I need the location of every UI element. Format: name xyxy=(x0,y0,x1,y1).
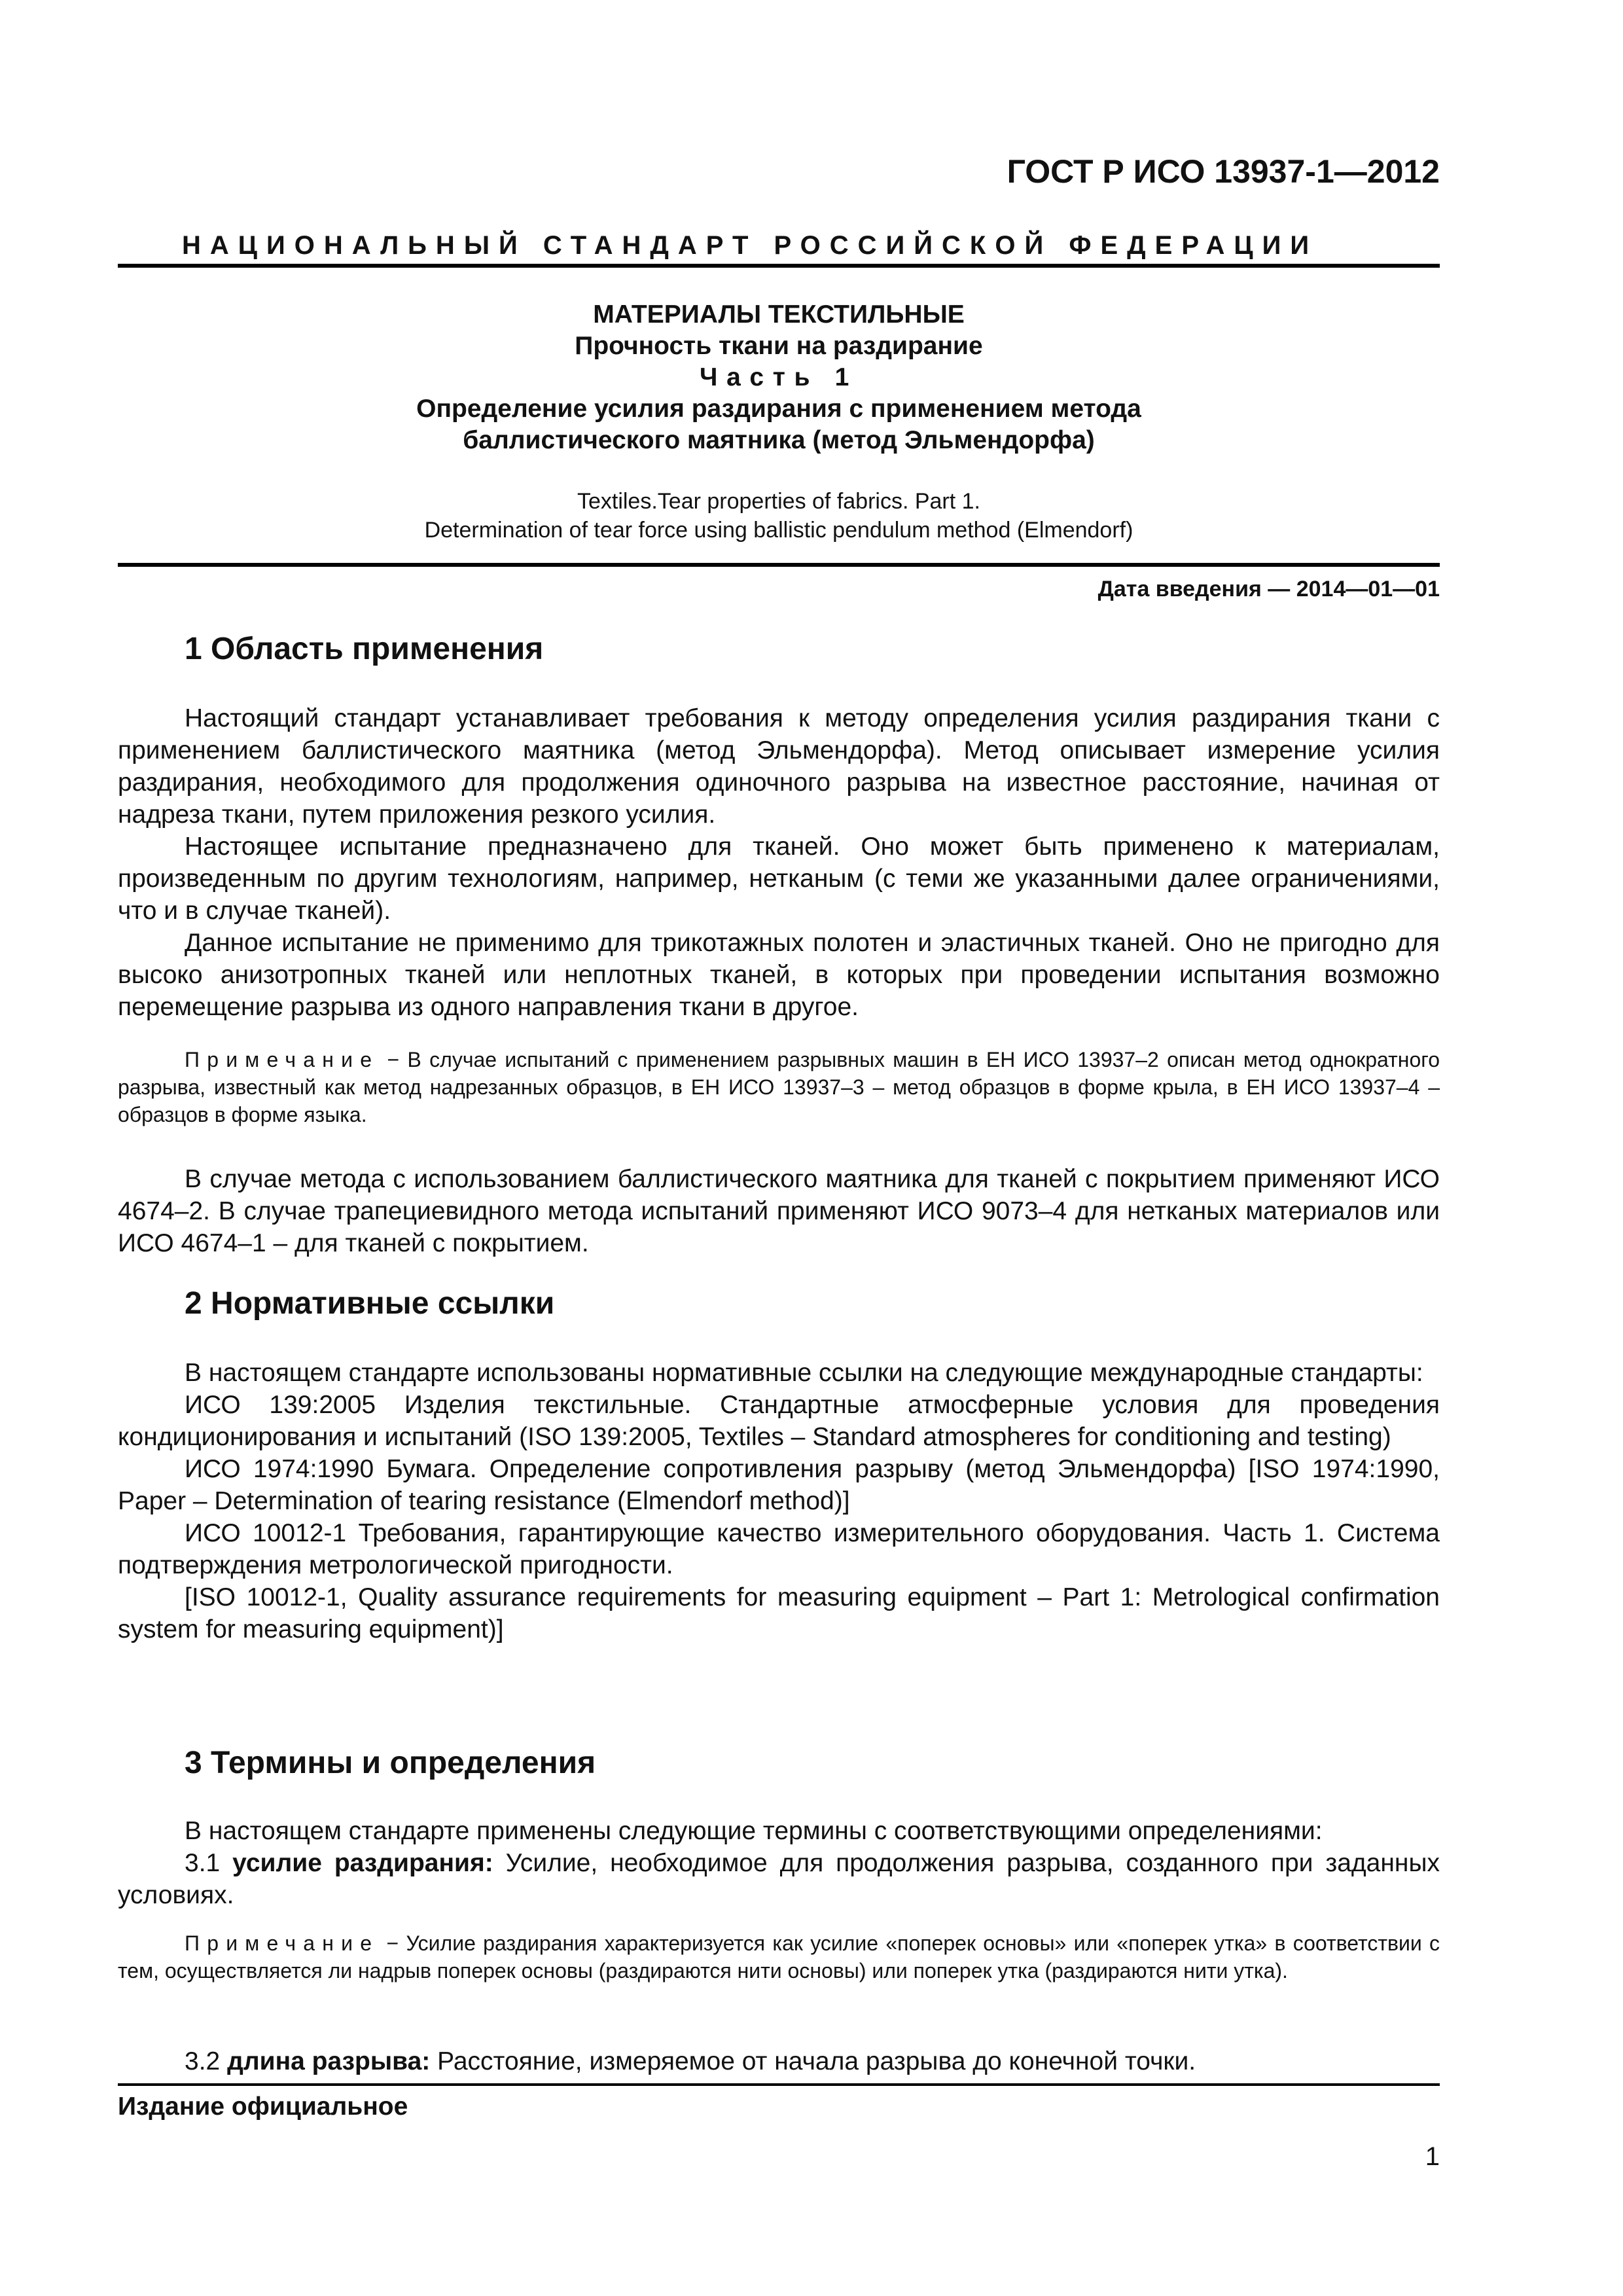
note-label: Примечание xyxy=(185,1931,380,1955)
title-block xyxy=(118,299,1440,456)
section-2-intro: В настоящем стандарте использованы нормативные ссылки на следующие международные стандарты: xyxy=(185,1359,1423,1387)
footer-rule xyxy=(118,2083,1440,2086)
note-text: − В случае испытаний с применением разрывных машин в ЕН ИСО 13937–2 описан метод однократного разрыва, известный как метод надрезанных образцов, в ЕН ИСО 13937–3 – метод образцов в форме крыла, в ЕН ИСО 13937–4 – образцов в форме языка. xyxy=(118,1048,1440,1126)
document-id: ГОСТ Р ИСО 13937-1—2012 xyxy=(1007,153,1440,190)
section-3-note xyxy=(118,1929,1440,1984)
note-label: Примечание xyxy=(185,1048,380,1071)
introduction-date: Дата введения — 2014—01—01 xyxy=(1097,577,1440,601)
title-line-5: баллистического маятника (метод Эльмендорфа) xyxy=(463,426,1095,454)
note-text: − Усилие раздирания характеризуется как усилие «поперек основы» или «поперек утка» в соответствии с тем, осуществляется ли надрыв поперек основы (раздираются нити основы) или поперек утка (раздираются нити утка). xyxy=(118,1931,1440,1982)
edition-label: Издание официальное xyxy=(118,2092,408,2121)
title-line-4: Определение усилия раздирания с применением метода xyxy=(416,395,1141,423)
section-1-paragraph-2: Настоящее испытание предназначено для тканей. Оно может быть применено к материалам, произведенным по другим технологиям, например, нетканым (с теми же указанными далее ограничениями, что и в случае тканей). xyxy=(118,833,1440,925)
title-line-3: Часть 1 xyxy=(700,363,858,391)
term-3-1-number: 3.1 xyxy=(185,1849,233,1877)
section-1-paragraph-4: В случае метода с использованием баллистического маятника для тканей с покрытием применяют ИСО 4674–2. В случае трапециевидного метода испытаний применяют ИСО 9073–4 для нетканых материалов или ИСО 4674–1 – для тканей с покрытием. xyxy=(118,1165,1440,1257)
section-1-body xyxy=(118,702,1440,1023)
reference-iso-1974: ИСО 1974:1990 Бумага. Определение сопротивления разрыву (метод Эльмендорфа) [ISO 1974:1990, Paper – Determination of tearing resistance (Elmendorf method)] xyxy=(118,1455,1440,1515)
reference-iso-10012: ИСО 10012-1 Требования, гарантирующие качество измерительного оборудования. Часть 1. Система подтверждения метрологической пригодности. xyxy=(118,1519,1440,1579)
section-3-body xyxy=(118,1815,1440,1911)
section-3-intro: В настоящем стандарте применены следующие термины с соответствующими определениями: xyxy=(185,1817,1323,1845)
section-3-heading: 3 Термины и определения xyxy=(185,1746,596,1780)
section-1-paragraph-3: Данное испытание не применимо для трикотажных полотен и эластичных тканей. Оно не пригодно для высоко анизотропных тканей или неплотных тканей, в которых при проведении испытания возможно перемещение разрыва из одного направления ткани в другое. xyxy=(118,929,1440,1021)
term-3-2-definition: Расстояние, измеряемое от начала разрыва до конечной точки. xyxy=(430,2047,1196,2075)
term-3-1-definition: Усилие, необходимое для продолжения разрыва, созданного при заданных условиях. xyxy=(118,1849,1440,1909)
title-line-1: МАТЕРИАЛЫ ТЕКСТИЛЬНЫЕ xyxy=(593,300,965,329)
section-2-body xyxy=(118,1357,1440,1645)
section-2-heading: 2 Нормативные ссылки xyxy=(185,1286,555,1321)
english-title-line-1: Textiles.Tear properties of fabrics. Part 1. xyxy=(577,489,981,514)
english-title xyxy=(118,487,1440,545)
header-rule xyxy=(118,264,1440,268)
standard-banner: НАЦИОНАЛЬНЫЙ СТАНДАРТ РОССИЙСКОЙ ФЕДЕРАЦИИ xyxy=(182,231,1319,260)
reference-iso-10012-english: [ISO 10012-1, Quality assurance requirements for measuring equipment – Part 1: Metrological confirmation system for measuring equipment)] xyxy=(118,1583,1440,1643)
title-line-2: Прочность ткани на раздирание xyxy=(575,332,983,360)
term-3-1-term: усилие раздирания: xyxy=(232,1849,493,1877)
reference-iso-139: ИСО 139:2005 Изделия текстильные. Стандартные атмосферные условия для проведения кондиционирования и испытаний (ISO 139:2005, Textiles – Standard atmospheres for conditioning and testing) xyxy=(118,1391,1440,1451)
title-rule xyxy=(118,563,1440,567)
section-1-heading: 1 Область применения xyxy=(185,632,544,666)
term-3-2-number: 3.2 xyxy=(185,2047,228,2075)
term-3-2 xyxy=(118,2045,1440,2077)
page-number: 1 xyxy=(1425,2142,1440,2171)
section-1-paragraph-1: Настоящий стандарт устанавливает требования к методу определения усилия раздирания ткани с применением баллистического маятника (метод Эльмендорфа). Метод описывает измерение усилия раздирания, необходимого для продолжения одиночного разрыва на известное расстояние, начиная от надреза ткани, путем приложения резкого усилия. xyxy=(118,704,1440,829)
term-3-1 xyxy=(118,1847,1440,1911)
term-3-2-term: длина разрыва: xyxy=(227,2047,431,2075)
section-1-note xyxy=(118,1046,1440,1128)
english-title-line-2: Determination of tear force using ballistic pendulum method (Elmendorf) xyxy=(424,518,1133,543)
